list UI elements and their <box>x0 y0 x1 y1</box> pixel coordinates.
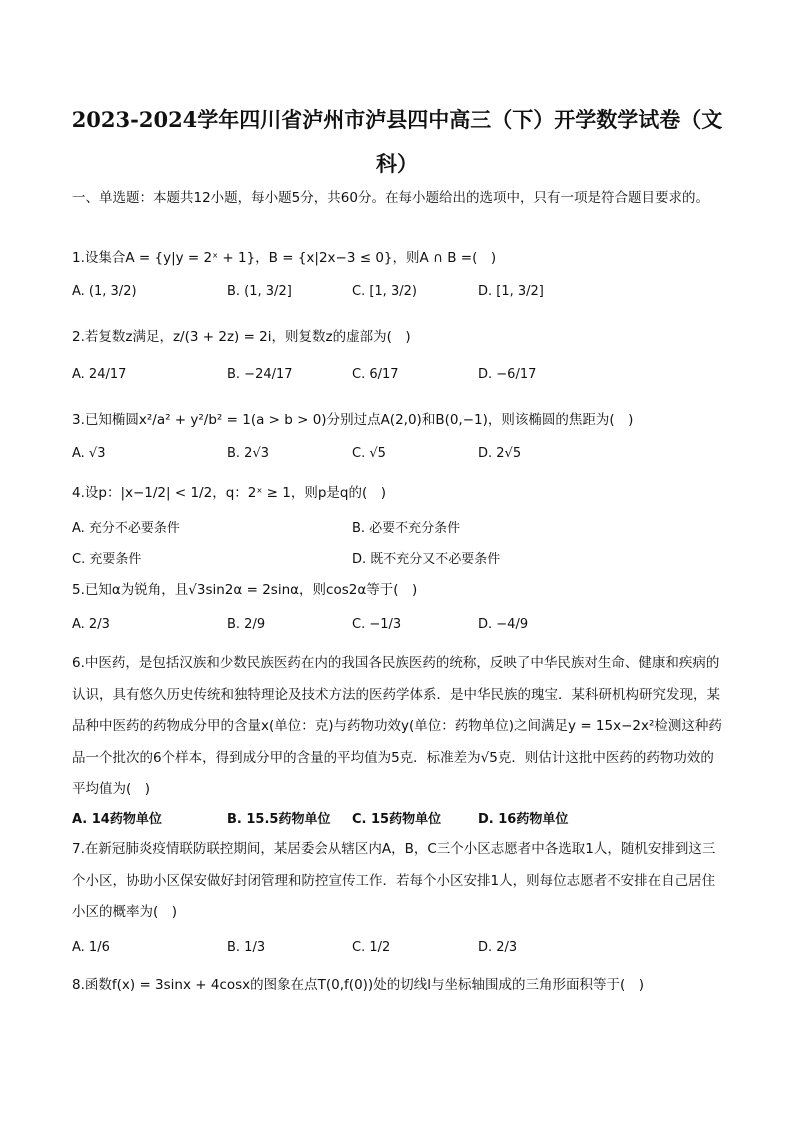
option-d: D. 2/3 <box>478 940 518 955</box>
question-5-options <box>72 617 724 643</box>
option-a: A. √3 <box>72 446 106 461</box>
option-d: D. −4/9 <box>478 617 529 632</box>
option-c: C. 15药物单位 <box>352 812 442 827</box>
option-c: C. √5 <box>352 446 386 461</box>
option-c: C. 1/2 <box>352 940 391 955</box>
option-b: B. 必要不充分条件 <box>352 521 461 536</box>
section-intro: 一、单选题：本题共12小题，每小题5分，共60分。在每小题给出的选项中，只有一项是符合题目要求的。 <box>72 190 709 206</box>
option-b: B. 1/3 <box>227 940 266 955</box>
question-8-stem: 8.函数f(x) = 3sinx + 4cosx的图象在点T(0,f(0))处的切线l与坐标轴围成的三角形面积等于( ) <box>72 977 644 993</box>
option-a: A. 14药物单位 <box>72 812 162 827</box>
option-a: A. 2/3 <box>72 617 110 632</box>
option-d: D. −6/17 <box>478 367 537 382</box>
question-4-options-row-1 <box>72 517 724 543</box>
option-b: B. −24/17 <box>227 367 293 382</box>
title-line-1: 2023-2024学年四川省泸州市泸县四中高三（下）开学数学试卷（文 <box>71 107 723 132</box>
question-6-stem: 6.中医药，是包括汉族和少数民族医药在内的我国各民族医药的统称，反映了中华民族对生命、健康和疾病的认识，具有悠久历史传统和独特理论及技术方法的医药学体系．是中华民族的瑰宝．某科研机构研究发现，某品种中医药的药物成分甲的含量x(单位：克)与药物功效y(单位：药物单位)之间满足y = 15x−2x²检测这种药品一个批次的6个样本，得到成分甲的含量的平均值为5克．标准差为√5克．则估计这批中医药的药物功效的平均值为( ) <box>72 655 722 797</box>
question-2-options <box>72 367 724 393</box>
exam-title <box>60 98 734 186</box>
question-2-stem: 2.若复数z满足，z/(3 + 2z) = 2i，则复数z的虚部为( ) <box>72 329 411 345</box>
question-7-options <box>72 940 724 966</box>
option-d: D. 既不充分又不必要条件 <box>352 552 501 567</box>
question-6-options <box>72 808 724 834</box>
question-7-stem: 7.在新冠肺炎疫情联防联控期间，某居委会从辖区内A，B，C三个小区志愿者中各选取1人，随机安排到这三个小区，协助小区保安做好封闭管理和防控宣传工作．若每个小区安排1人，则每位志愿者不安排在自己居住小区的概率为( ) <box>72 841 716 920</box>
option-d: D. 2√5 <box>478 446 522 461</box>
option-a: A. 24/17 <box>72 367 127 382</box>
option-a: A. 1/6 <box>72 940 110 955</box>
question-1-options <box>72 284 724 310</box>
question-1-stem: 1.设集合A = {y|y = 2ˣ + 1}，B = {x|2x−3 ≤ 0}，则A ∩ B =( ) <box>72 250 497 266</box>
option-d: D. 16药物单位 <box>478 812 569 827</box>
option-c: C. −1/3 <box>352 617 402 632</box>
question-4-options-row-2 <box>72 548 724 574</box>
option-a: A. 充分不必要条件 <box>72 521 180 536</box>
option-b: B. (1, 3/2] <box>227 284 292 299</box>
option-c: C. [1, 3/2) <box>352 284 417 299</box>
option-c: C. 充要条件 <box>72 552 142 567</box>
option-d: D. [1, 3/2] <box>478 284 544 299</box>
question-3-options <box>72 446 724 472</box>
option-b: B. 15.5药物单位 <box>227 812 331 827</box>
option-c: C. 6/17 <box>352 367 399 382</box>
question-4-stem: 4.设p：|x−1/2| < 1/2，q：2ˣ ≥ 1，则p是q的( ) <box>72 485 386 501</box>
question-5-stem: 5.已知α为锐角，且√3sin2α = 2sinα，则cos2α等于( ) <box>72 582 418 598</box>
option-a: A. (1, 3/2) <box>72 284 137 299</box>
option-b: B. 2/9 <box>227 617 266 632</box>
option-b: B. 2√3 <box>227 446 270 461</box>
title-line-2: 科） <box>376 151 418 176</box>
question-3-stem: 3.已知椭圆x²/a² + y²/b² = 1(a > b > 0)分别过点A(2,0)和B(0,−1)，则该椭圆的焦距为( ) <box>72 412 634 428</box>
